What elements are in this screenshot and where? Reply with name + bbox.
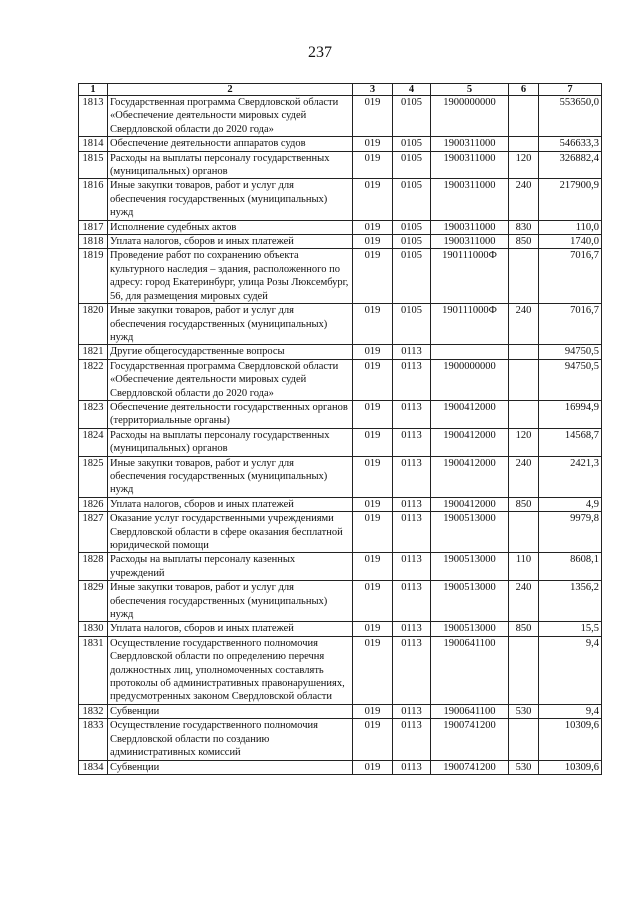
section-code: 0105 [393,235,431,249]
target-article-code: 1900513000 [431,512,509,553]
table-body [79,96,602,775]
ministry-code: 019 [353,497,393,511]
target-article-code: 1900641100 [431,704,509,718]
table-row [79,137,602,151]
amount: 2421,3 [539,456,602,497]
row-name: Расходы на выплаты персоналу государственных (муниципальных) органов [108,151,353,179]
row-number: 1813 [79,96,108,137]
row-number: 1825 [79,456,108,497]
target-article-code: 1900412000 [431,428,509,456]
column-header: 6 [509,84,539,96]
ministry-code: 019 [353,220,393,234]
ministry-code: 019 [353,151,393,179]
section-code: 0105 [393,179,431,220]
table-row [79,622,602,636]
ministry-code: 019 [353,400,393,428]
amount: 546633,3 [539,137,602,151]
section-code: 0113 [393,359,431,400]
target-article-code: 1900513000 [431,622,509,636]
ministry-code: 019 [353,359,393,400]
amount: 4,9 [539,497,602,511]
amount: 553650,0 [539,96,602,137]
row-number: 1815 [79,151,108,179]
ministry-code: 019 [353,622,393,636]
section-code: 0113 [393,581,431,622]
section-code: 0113 [393,553,431,581]
table-row [79,345,602,359]
ministry-code: 019 [353,179,393,220]
amount: 110,0 [539,220,602,234]
target-article-code: 1900000000 [431,359,509,400]
row-name: Уплата налогов, сборов и иных платежей [108,235,353,249]
target-article-code: 1900741200 [431,719,509,760]
section-code: 0105 [393,249,431,304]
row-name: Осуществление государственного полномочия Свердловской области по созданию административных комиссий [108,719,353,760]
ministry-code: 019 [353,96,393,137]
row-number: 1828 [79,553,108,581]
expense-type-code [509,96,539,137]
ministry-code: 019 [353,719,393,760]
row-name: Субвенции [108,704,353,718]
section-code: 0105 [393,96,431,137]
table-row [79,96,602,137]
row-name: Обеспечение деятельности государственных органов (территориальные органы) [108,400,353,428]
expense-type-code [509,636,539,704]
column-header: 2 [108,84,353,96]
section-code: 0113 [393,345,431,359]
row-name: Уплата налогов, сборов и иных платежей [108,497,353,511]
target-article-code: 1900741200 [431,760,509,774]
ministry-code: 019 [353,512,393,553]
expense-type-code: 120 [509,151,539,179]
row-name: Уплата налогов, сборов и иных платежей [108,622,353,636]
row-name: Субвенции [108,760,353,774]
ministry-code: 019 [353,249,393,304]
amount: 9979,8 [539,512,602,553]
target-article-code: 1900000000 [431,96,509,137]
ministry-code: 019 [353,636,393,704]
row-number: 1817 [79,220,108,234]
expense-type-code: 850 [509,235,539,249]
page-number: 237 [308,44,332,61]
amount: 15,5 [539,622,602,636]
ministry-code: 019 [353,581,393,622]
row-name: Государственная программа Свердловской области «Обеспечение деятельности мировых судей Свердловской области до 2020 года» [108,359,353,400]
expense-type-code: 110 [509,553,539,581]
amount: 10309,6 [539,760,602,774]
ministry-code: 019 [353,553,393,581]
target-article-code: 1900412000 [431,497,509,511]
target-article-code: 1900311000 [431,220,509,234]
row-number: 1826 [79,497,108,511]
section-code: 0113 [393,428,431,456]
target-article-code: 1900311000 [431,179,509,220]
column-header: 4 [393,84,431,96]
section-code: 0113 [393,760,431,774]
row-number: 1832 [79,704,108,718]
section-code: 0113 [393,636,431,704]
budget-table [78,83,602,775]
expense-type-code: 240 [509,581,539,622]
ministry-code: 019 [353,760,393,774]
expense-type-code [509,719,539,760]
table-row [79,151,602,179]
expense-type-code: 120 [509,428,539,456]
target-article-code: 1900412000 [431,400,509,428]
row-name: Проведение работ по сохранению объекта культурного наследия – здания, расположенного по адресу: город Екатеринбург, улица Розы Люксембург, 56, для размещения мировых судей [108,249,353,304]
column-header: 7 [539,84,602,96]
target-article-code: 190111000Ф [431,249,509,304]
row-number: 1818 [79,235,108,249]
table-row [79,704,602,718]
section-code: 0113 [393,719,431,760]
table-row [79,581,602,622]
row-number: 1823 [79,400,108,428]
target-article-code: 190111000Ф [431,304,509,345]
row-name: Исполнение судебных актов [108,220,353,234]
column-header: 3 [353,84,393,96]
ministry-code: 019 [353,345,393,359]
expense-type-code: 850 [509,622,539,636]
column-header: 1 [79,84,108,96]
section-code: 0113 [393,400,431,428]
expense-type-code [509,512,539,553]
table-row [79,456,602,497]
amount: 94750,5 [539,345,602,359]
section-code: 0113 [393,622,431,636]
row-number: 1833 [79,719,108,760]
section-code: 0105 [393,137,431,151]
table-row [79,249,602,304]
ministry-code: 019 [353,456,393,497]
expense-type-code [509,345,539,359]
row-number: 1831 [79,636,108,704]
amount: 16994,9 [539,400,602,428]
amount: 7016,7 [539,249,602,304]
row-number: 1814 [79,137,108,151]
expense-type-code: 850 [509,497,539,511]
row-name: Иные закупки товаров, работ и услуг для обеспечения государственных (муниципальных) нужд [108,581,353,622]
table-row [79,179,602,220]
amount: 217900,9 [539,179,602,220]
row-name: Другие общегосударственные вопросы [108,345,353,359]
ministry-code: 019 [353,235,393,249]
row-number: 1821 [79,345,108,359]
row-name: Расходы на выплаты персоналу государственных (муниципальных) органов [108,428,353,456]
row-number: 1824 [79,428,108,456]
target-article-code: 1900513000 [431,581,509,622]
amount: 9,4 [539,636,602,704]
ministry-code: 019 [353,704,393,718]
row-name: Обеспечение деятельности аппаратов судов [108,137,353,151]
target-article-code: 1900412000 [431,456,509,497]
table-row [79,719,602,760]
expense-type-code [509,400,539,428]
row-number: 1829 [79,581,108,622]
table-row [79,497,602,511]
amount: 1356,2 [539,581,602,622]
row-number: 1822 [79,359,108,400]
amount: 326882,4 [539,151,602,179]
table-row [79,760,602,774]
row-number: 1819 [79,249,108,304]
row-name: Государственная программа Свердловской области «Обеспечение деятельности мировых судей Свердловской области до 2020 года» [108,96,353,137]
target-article-code: 1900513000 [431,553,509,581]
section-code: 0105 [393,304,431,345]
ministry-code: 019 [353,428,393,456]
row-number: 1827 [79,512,108,553]
table-row [79,304,602,345]
target-article-code [431,345,509,359]
section-code: 0105 [393,220,431,234]
expense-type-code [509,359,539,400]
section-code: 0113 [393,497,431,511]
row-name: Осуществление государственного полномочия Свердловской области по определению перечня должностных лиц, уполномоченных составлять протоколы об административных правонарушениях, предусмотренных законом Свердловской области [108,636,353,704]
amount: 14568,7 [539,428,602,456]
expense-type-code: 240 [509,456,539,497]
target-article-code: 1900311000 [431,137,509,151]
target-article-code: 1900311000 [431,235,509,249]
row-name: Оказание услуг государственными учреждениями Свердловской области в сфере оказания бесплатной юридической помощи [108,512,353,553]
section-code: 0113 [393,512,431,553]
expense-type-code: 830 [509,220,539,234]
row-number: 1830 [79,622,108,636]
amount: 8608,1 [539,553,602,581]
amount: 1740,0 [539,235,602,249]
column-header: 5 [431,84,509,96]
table-row [79,400,602,428]
target-article-code: 1900641100 [431,636,509,704]
expense-type-code: 530 [509,760,539,774]
expense-type-code: 240 [509,179,539,220]
section-code: 0113 [393,704,431,718]
expense-type-code [509,137,539,151]
row-number: 1820 [79,304,108,345]
amount: 10309,6 [539,719,602,760]
row-name: Иные закупки товаров, работ и услуг для обеспечения государственных (муниципальных) нужд [108,304,353,345]
ministry-code: 019 [353,304,393,345]
table-row [79,220,602,234]
amount: 94750,5 [539,359,602,400]
table-row [79,428,602,456]
amount: 9,4 [539,704,602,718]
expense-type-code [509,249,539,304]
row-name: Расходы на выплаты персоналу казенных учреждений [108,553,353,581]
table-row [79,359,602,400]
row-number: 1816 [79,179,108,220]
section-code: 0105 [393,151,431,179]
table-row [79,512,602,553]
section-code: 0113 [393,456,431,497]
table-row [79,553,602,581]
row-number: 1834 [79,760,108,774]
ministry-code: 019 [353,137,393,151]
row-name: Иные закупки товаров, работ и услуг для обеспечения государственных (муниципальных) нужд [108,179,353,220]
table-row [79,235,602,249]
expense-type-code: 530 [509,704,539,718]
amount: 7016,7 [539,304,602,345]
row-name: Иные закупки товаров, работ и услуг для обеспечения государственных (муниципальных) нужд [108,456,353,497]
table-row [79,636,602,704]
header-row [79,84,602,96]
target-article-code: 1900311000 [431,151,509,179]
expense-type-code: 240 [509,304,539,345]
